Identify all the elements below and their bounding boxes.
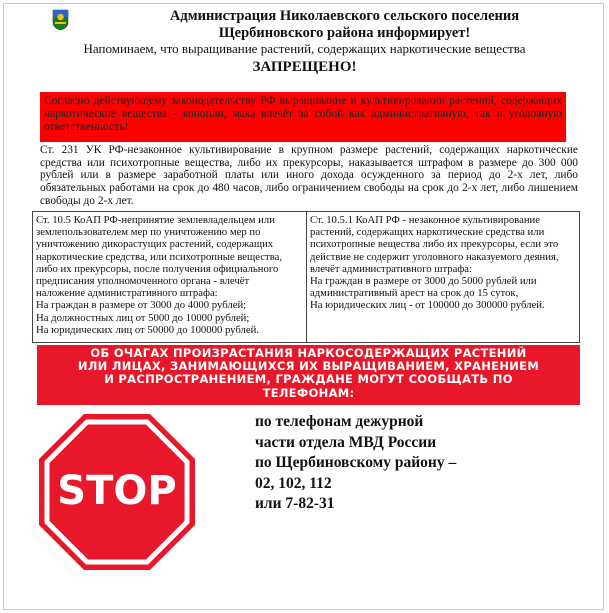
list-item: либо их прекурсоры, после получения официального bbox=[36, 262, 279, 275]
list-item: уничтожению дикорастущих растений, содержащих bbox=[36, 238, 274, 251]
banner-line: ТЕЛЕФОНАМ: bbox=[262, 385, 355, 400]
contact-line: по Щербиновскому району – bbox=[255, 454, 457, 471]
header-forbidden: ЗАПРЕЩЕНО! bbox=[252, 59, 357, 75]
list-item: На юридических лиц от 50000 до 100000 рублей. bbox=[36, 323, 260, 336]
contact-phone-numbers: 02, 102, 112 bbox=[255, 474, 332, 492]
list-item: растений, содержащих наркотические средства или bbox=[310, 226, 545, 239]
article-10-5-1-column bbox=[307, 212, 579, 342]
list-item: Ст. 10.5.1 КоАП РФ - незаконное культивирование bbox=[310, 214, 541, 226]
contact-line: части отдела МВД России bbox=[255, 433, 437, 451]
list-item: наложение административного штрафа: bbox=[36, 287, 218, 300]
contact-line: по телефонам дежурной bbox=[255, 413, 424, 430]
banner-line: ИЛИ ЛИЦАХ, ЗАНИМАЮЩИХСЯ ИХ ВЫРАЩИВАНИЕМ, ХРАНЕНИЕМ bbox=[77, 359, 540, 374]
list-item: На граждан в размере от 3000 до 4000 рублей; bbox=[36, 299, 247, 312]
list-item: административный арест на срок до 15 суток, bbox=[310, 287, 519, 300]
list-item: Ст. 10.5 КоАП РФ-непринятие землевладельцем или bbox=[36, 214, 275, 226]
contact-phone-local: или 7-82-31 bbox=[255, 495, 335, 512]
list-item: На граждан в размере от 3000 до 5000 рублей или bbox=[310, 275, 537, 288]
list-item: На должностных лиц от 5000 до 10000 рублей; bbox=[36, 311, 250, 324]
banner-line: И РАСПРОСТРАНЕНИЕМ, ГРАЖДАНЕ МОГУТ СООБЩАТЬ ПО bbox=[104, 372, 513, 387]
red-notice: Согласно действующему законодательству РФ выращивание и культивировании растений, содержащих наркотические вещества - конопли, мака влечёт за собой как административную, так и уголовную ответственность! bbox=[40, 92, 566, 142]
report-banner-text bbox=[37, 347, 580, 400]
list-item: психотропные вещества либо их прекурсоры, если это bbox=[310, 238, 559, 251]
list-item: наркотические средства, или психотропные вещества, bbox=[36, 250, 283, 263]
header-title bbox=[0, 8, 609, 42]
list-item: влечёт административного штрафа: bbox=[310, 262, 473, 275]
stop-sign-text: STOP bbox=[57, 468, 177, 514]
header-title-line2: Щербиновского района информирует! bbox=[218, 25, 471, 41]
contact-phones bbox=[255, 412, 456, 515]
article-10-5-column bbox=[33, 212, 307, 342]
banner-line: ОБ ОЧАГАХ ПРОИЗРАСТАНИЯ НАРКОСОДЕРЖАЩИХ РАСТЕНИЙ bbox=[90, 346, 527, 360]
header-title-line1: Администрация Николаевского сельского поселения bbox=[169, 8, 520, 24]
list-item: землепользователем мер по уничтожению мер по bbox=[36, 226, 261, 239]
list-item: На юридических лиц - от 100000 до 300000 рублей. bbox=[310, 299, 545, 312]
header-reminder: Напоминаем, что выращивание растений, содержащих наркотические вещества bbox=[83, 41, 526, 56]
stop-sign-icon bbox=[37, 412, 197, 572]
list-item: действие не содержит уголовного наказуемого деяния, bbox=[310, 250, 559, 263]
list-item: предписания уполномоченного органа - влечёт bbox=[36, 275, 250, 288]
articles-table bbox=[32, 211, 580, 343]
article-231-paragraph: Ст. 231 УК РФ-незаконное культивирование в крупном размере растений, содержащих наркотические средства или психотропные вещества, либо их прекурсоры, наказывается штрафом в размере до 300 000 рублей или в размере заработной платы или иного дохода осужденного за период до 2-х лет, либо обязательных работами на срок до 480 часов, либо ограничением свободы на срок до 2-х лет, либо лишением свободы до 2-х лет. bbox=[40, 144, 578, 207]
